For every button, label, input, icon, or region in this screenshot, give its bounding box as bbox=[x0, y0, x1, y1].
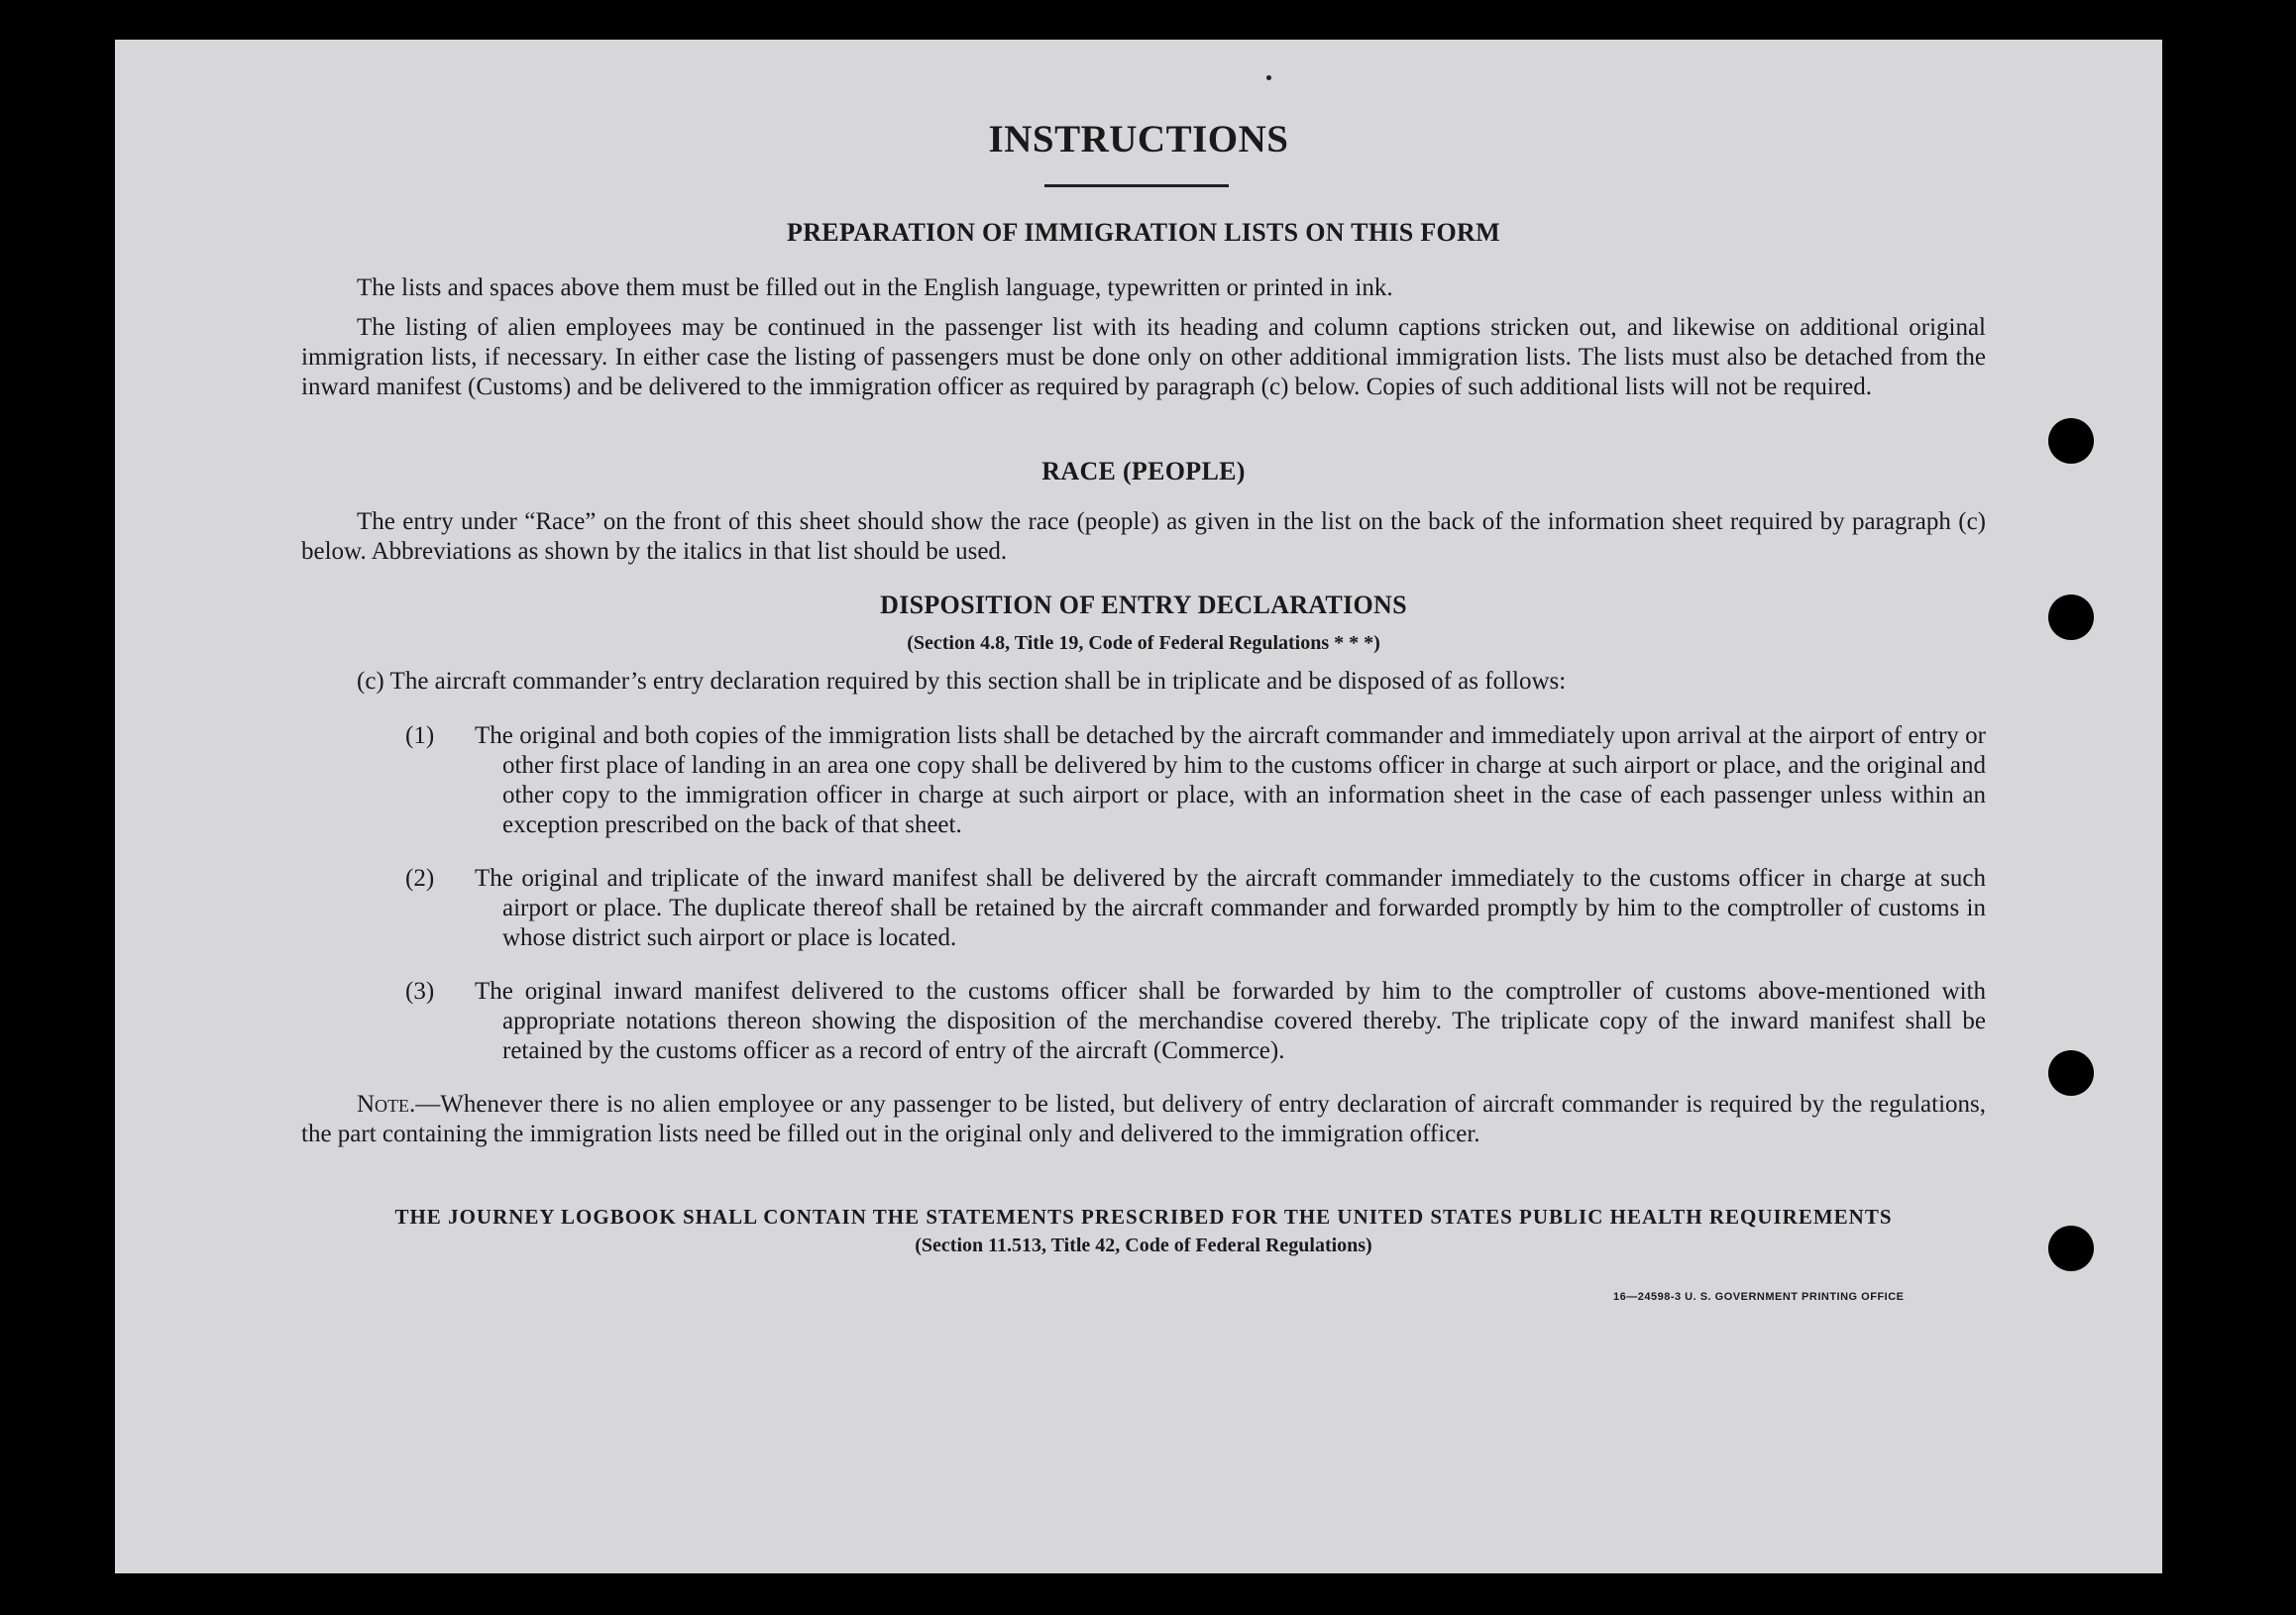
disposition-item-2 bbox=[405, 864, 1986, 953]
item-number: (3) bbox=[405, 978, 435, 1005]
disposition-intro bbox=[301, 667, 1986, 697]
binder-hole bbox=[2048, 594, 2094, 640]
item-number: (1) bbox=[405, 722, 435, 749]
preparation-para-2 bbox=[301, 313, 1986, 402]
race-para bbox=[301, 507, 1986, 567]
ink-speck bbox=[1266, 75, 1271, 80]
disposition-item-3 bbox=[405, 977, 1986, 1066]
binder-hole bbox=[2048, 1226, 2094, 1271]
form-sheet bbox=[115, 40, 2162, 1573]
item-text: The original and triplicate of the inward manifest shall be delivered by the aircraft commander immediately to the customs officer in charge at such airport or place. The duplicate thereof shall be retained by the aircraft commander and forwarded promptly by him to the comptroller of customs in whose district such airport or place is located. bbox=[475, 865, 1986, 951]
disposition-heading: DISPOSITION OF ENTRY DECLARATIONS bbox=[880, 591, 1407, 619]
note-body: —Whenever there is no alien employee or any passenger to be listed, but delivery of entry declaration of aircraft commander is required by the regulations, the part containing the immigration lists need be filled out in the original only and delivered to the immigration officer. bbox=[301, 1091, 1986, 1147]
page-title: INSTRUCTIONS bbox=[988, 118, 1289, 161]
binder-hole bbox=[2048, 418, 2094, 464]
logbook-reference: (Section 11.513, Title 42, Code of Federal Regulations) bbox=[915, 1235, 1372, 1256]
preparation-para-1 bbox=[301, 273, 1986, 303]
item-text: The original and both copies of the immigration lists shall be detached by the aircraft commander and immediately upon arrival at the airport of entry or other first place of landing in an area one copy shall be delivered by him to the customs officer in charge at such airport or place, and the original and other copy to the immigration officer in charge at such airport or place, with an information sheet in the case of each passenger unless within an exception prescribed on the back of that sheet. bbox=[475, 722, 1986, 838]
preparation-para-1-text: The lists and spaces above them must be filled out in the English language, typewritten or printed in ink. bbox=[357, 274, 1393, 301]
printing-office-code: 16—24598-3 U. S. GOVERNMENT PRINTING OFFICE bbox=[1613, 1291, 1905, 1303]
note-paragraph bbox=[301, 1090, 1986, 1149]
disposition-subheading: (Section 4.8, Title 19, Code of Federal Regulations * * *) bbox=[907, 632, 1380, 654]
race-heading: RACE (PEOPLE) bbox=[1041, 457, 1246, 485]
note-text bbox=[301, 1090, 1986, 1149]
item-number: (2) bbox=[405, 865, 435, 892]
preparation-para-2-text: The listing of alien employees may be continued in the passenger list with its heading and column captions stricken out, and likewise on additional original immigration lists, if necessary. In either case the listing of passengers must be done only on other additional immigration lists. The lists must also be detached from the inward manifest (Customs) and be delivered to the immigration officer as required by paragraph (c) below. Copies of such additional lists will not be required. bbox=[301, 314, 1986, 400]
race-para-text: The entry under “Race” on the front of this sheet should show the race (people) as given in the list on the back of the information sheet required by paragraph (c) below. Abbreviations as shown by the italics in that list should be used. bbox=[301, 508, 1986, 565]
logbook-statement: THE JOURNEY LOGBOOK SHALL CONTAIN THE STATEMENTS PRESCRIBED FOR THE UNITED STATES PUBLIC HEALTH REQUIREMENTS bbox=[394, 1205, 1893, 1229]
preparation-heading: PREPARATION OF IMMIGRATION LISTS ON THIS FORM bbox=[787, 218, 1500, 247]
note-label: Note. bbox=[357, 1091, 416, 1118]
title-underline bbox=[1044, 184, 1229, 187]
binder-hole bbox=[2048, 1050, 2094, 1096]
item-text: The original inward manifest delivered to the customs officer shall be forwarded by him to the comptroller of customs above-mentioned with appropriate notations thereon showing the disposition of the merchandise covered thereby. The triplicate copy of the inward manifest shall be retained by the customs officer as a record of entry of the aircraft (Commerce). bbox=[475, 978, 1986, 1064]
disposition-intro-text: (c) The aircraft commander’s entry declaration required by this section shall be in triplicate and be disposed of as follows: bbox=[357, 668, 1567, 695]
disposition-item-1 bbox=[405, 721, 1986, 840]
